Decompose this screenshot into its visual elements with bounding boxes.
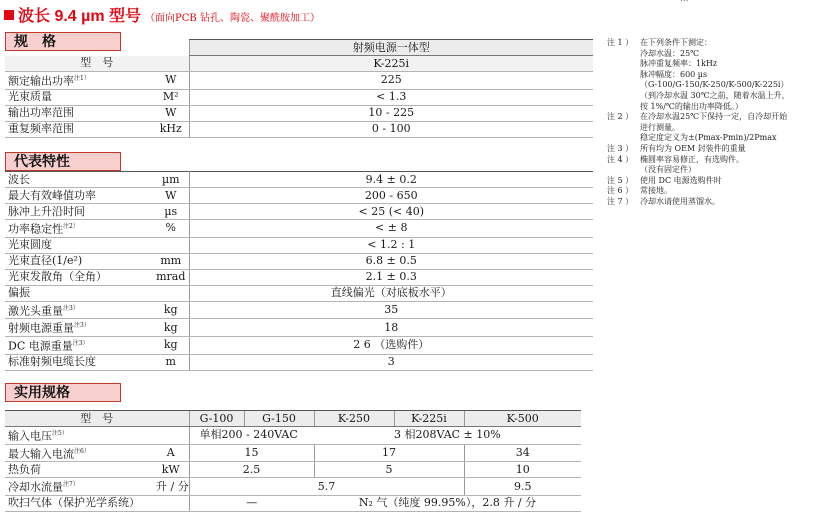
- row-label: 激光头重量: [8, 304, 63, 318]
- note-key: 注 5 ）: [607, 175, 634, 185]
- page-title: [4, 3, 320, 26]
- practical-section-heading: 实用规格: [5, 383, 121, 402]
- row-unit: W: [153, 72, 189, 90]
- row-label: 光束质量: [8, 90, 52, 104]
- row-unit: A: [153, 444, 189, 462]
- row-label: 波长: [8, 172, 30, 186]
- table-row: [5, 89, 593, 105]
- row-label: 最大有效峰值功率: [8, 188, 96, 202]
- row-unit: kW: [153, 462, 189, 478]
- spec-product-header: 射频电源一体型: [189, 40, 593, 56]
- row-note: 注3）: [63, 304, 79, 312]
- table-row: [5, 204, 593, 220]
- row-note: 注3）: [74, 322, 90, 330]
- note-item: 注 1 ） 在下列条件下测定： 冷却水温：25℃ 脉冲重复频率：1kHz 脉冲幅度：600 µs （G-100/G-150/K-250/K-500/K-225i） （到冷却水温 30℃之前，随着水温上升， 按 1%/℃的输出功率降低。）: [607, 38, 790, 111]
- note-item: 注 7 ） 冷却水请使用蒸馏水。: [607, 196, 720, 206]
- row-label: 光束发散角（全角）: [8, 270, 107, 284]
- row-value-b: 17: [314, 444, 464, 462]
- row-label: 额定输出功率: [8, 74, 74, 88]
- row-label: 输出功率范围: [8, 106, 74, 120]
- row-value-b: 5.7: [189, 478, 464, 496]
- row-label: 输入电压: [8, 429, 52, 443]
- row-value: < 25 (< 40): [189, 204, 593, 220]
- row-unit: kg: [153, 301, 189, 319]
- row-value: 2 6 （选购件）: [189, 336, 593, 354]
- table-row: [5, 220, 593, 238]
- table-row: [5, 301, 593, 319]
- row-note: 注1）: [74, 75, 90, 82]
- row-unit: µm: [153, 172, 189, 188]
- row-value-c: 9.5: [464, 478, 581, 496]
- row-unit: [153, 285, 189, 301]
- row-value-a: —: [189, 495, 314, 511]
- table-row: [5, 462, 581, 478]
- spec-model-label: 型 号: [5, 56, 189, 72]
- row-value: 3: [189, 354, 593, 370]
- row-note: 注7）: [63, 481, 79, 489]
- table-row: [5, 319, 593, 337]
- row-value: 10 - 225: [189, 105, 593, 121]
- spec-header-row: [5, 40, 593, 56]
- row-value-c: 10: [464, 462, 581, 478]
- title-main: 波长 9.4 µm 型号: [18, 8, 142, 25]
- row-note: 注5）: [52, 430, 68, 437]
- table-row: [5, 253, 593, 269]
- note-key: 注 2 ）: [607, 112, 634, 122]
- row-value: 6.8 ± 0.5: [189, 253, 593, 269]
- input-voltage-three: 3 相208VAC ± 10%: [394, 427, 581, 445]
- title-square-icon: [4, 10, 14, 20]
- practical-model-label: 型 号: [5, 411, 189, 427]
- model-k500: K-500: [464, 411, 581, 427]
- row-label: 射频电源重量: [8, 321, 74, 335]
- row-value: 35: [189, 301, 593, 319]
- row-value: < 1.3: [189, 89, 593, 105]
- char-section-heading: 代表特性: [5, 152, 121, 171]
- char-table: [5, 171, 593, 371]
- table-row: [5, 269, 593, 285]
- row-value-a: 2.5: [189, 462, 314, 478]
- row-unit: W: [153, 188, 189, 204]
- row-unit: kg: [153, 319, 189, 337]
- table-row: [5, 105, 593, 121]
- row-value: 9.4 ± 0.2: [189, 172, 593, 188]
- spec-section-heading: 规 格: [5, 32, 121, 51]
- table-row: [5, 285, 593, 301]
- row-value: < ± 8: [189, 220, 593, 238]
- row-label: 功率稳定性: [8, 222, 63, 236]
- spec-model-value: K-225i: [189, 56, 593, 72]
- row-value: < 1.2 : 1: [189, 237, 593, 253]
- row-value-b: N₂ 气（纯度 99.95%），2.8 升 / 分: [314, 495, 581, 511]
- table-row: [5, 444, 581, 462]
- row-label: 脉冲上升沿时间: [8, 204, 85, 218]
- practical-table: [5, 410, 581, 512]
- row-label: 光束圆度: [8, 238, 52, 252]
- note-item: 注 2 ） 在冷却水温25℃下保持一定，自冷却开始 进行测量。 稳定度定义为±(Pmax-Pmin)/2Pmax: [607, 112, 788, 143]
- row-value: 18: [189, 319, 593, 337]
- table-row: [5, 336, 593, 354]
- row-value-b: 5: [314, 462, 464, 478]
- row-label: 重复频率范围: [8, 122, 74, 136]
- row-unit: W: [153, 105, 189, 121]
- note-key: 注 1 ）: [607, 38, 634, 47]
- row-value-c: 34: [464, 444, 581, 462]
- model-g100: G-100: [189, 411, 244, 427]
- row-label: 吹扫气体（保护光学系统）: [8, 496, 140, 510]
- note-item: 注 6 ） 常接地。: [607, 186, 672, 196]
- row-unit: %: [153, 220, 189, 238]
- table-row: [5, 478, 581, 496]
- row-value: 225: [189, 72, 593, 90]
- table-row: [5, 121, 593, 137]
- table-row: [5, 237, 593, 253]
- note-item: 注 3 ） 所有均为 OEM 封装件的重量: [607, 143, 746, 153]
- row-note: 注2）: [63, 223, 79, 230]
- row-label: 最大输入电流: [8, 447, 74, 461]
- row-note: 注6）: [74, 447, 90, 455]
- input-voltage-single: 单相200 - 240VAC: [189, 427, 394, 445]
- table-row: [5, 188, 593, 204]
- row-unit: mrad: [153, 269, 189, 285]
- note-key: 注 7 ）: [607, 196, 634, 206]
- model-k225i: K-225i: [394, 411, 464, 427]
- note-item: 注 4 ） 椭圆率容易修正，有选购件。 （没有固定件）: [607, 154, 744, 175]
- row-label: 偏振: [8, 286, 30, 300]
- note-key: 注 6 ）: [607, 186, 634, 196]
- row-value: 200 - 650: [189, 188, 593, 204]
- note-item: 注 5 ） 使用 DC 电源选购件时: [607, 175, 722, 185]
- row-value: 2.1 ± 0.3: [189, 269, 593, 285]
- row-unit: 升 / 分: [153, 478, 189, 496]
- note-key: 注 3 ）: [607, 143, 634, 153]
- table-row: [5, 427, 581, 445]
- title-subtitle: （面向PCB 钻孔、陶瓷、聚酰胺加工）: [145, 13, 320, 24]
- row-unit: kg: [153, 336, 189, 354]
- row-unit: m: [153, 354, 189, 370]
- row-value: 0 - 100: [189, 121, 593, 137]
- table-row: [5, 354, 593, 370]
- table-row: [5, 172, 593, 188]
- row-unit: µs: [153, 204, 189, 220]
- row-unit: [153, 237, 189, 253]
- row-note: 注3）: [72, 339, 89, 347]
- row-unit: kHz: [153, 121, 189, 137]
- row-value: 直线偏光（对底板水平）: [189, 285, 593, 301]
- spec-table: [5, 39, 593, 138]
- practical-header-row: [5, 411, 581, 427]
- row-label: 冷却水流量: [8, 480, 63, 494]
- row-label: DC 电源重量: [8, 339, 73, 353]
- spec-model-row: [5, 56, 593, 72]
- row-label: 光束直径(1/e²): [8, 254, 83, 268]
- row-label: 热负荷: [8, 462, 41, 476]
- model-g150: G-150: [244, 411, 314, 427]
- table-row: [5, 72, 593, 90]
- row-label: 标准射频电缆长度: [8, 355, 96, 369]
- row-value-a: 15: [189, 444, 314, 462]
- note-key: 注 4 ）: [607, 154, 634, 164]
- row-unit: mm: [153, 253, 189, 269]
- row-unit: M²: [153, 89, 189, 105]
- notes-panel: [607, 38, 790, 208]
- top-cut-text: [680, 0, 689, 4]
- model-k250: K-250: [314, 411, 394, 427]
- table-row: [5, 495, 581, 511]
